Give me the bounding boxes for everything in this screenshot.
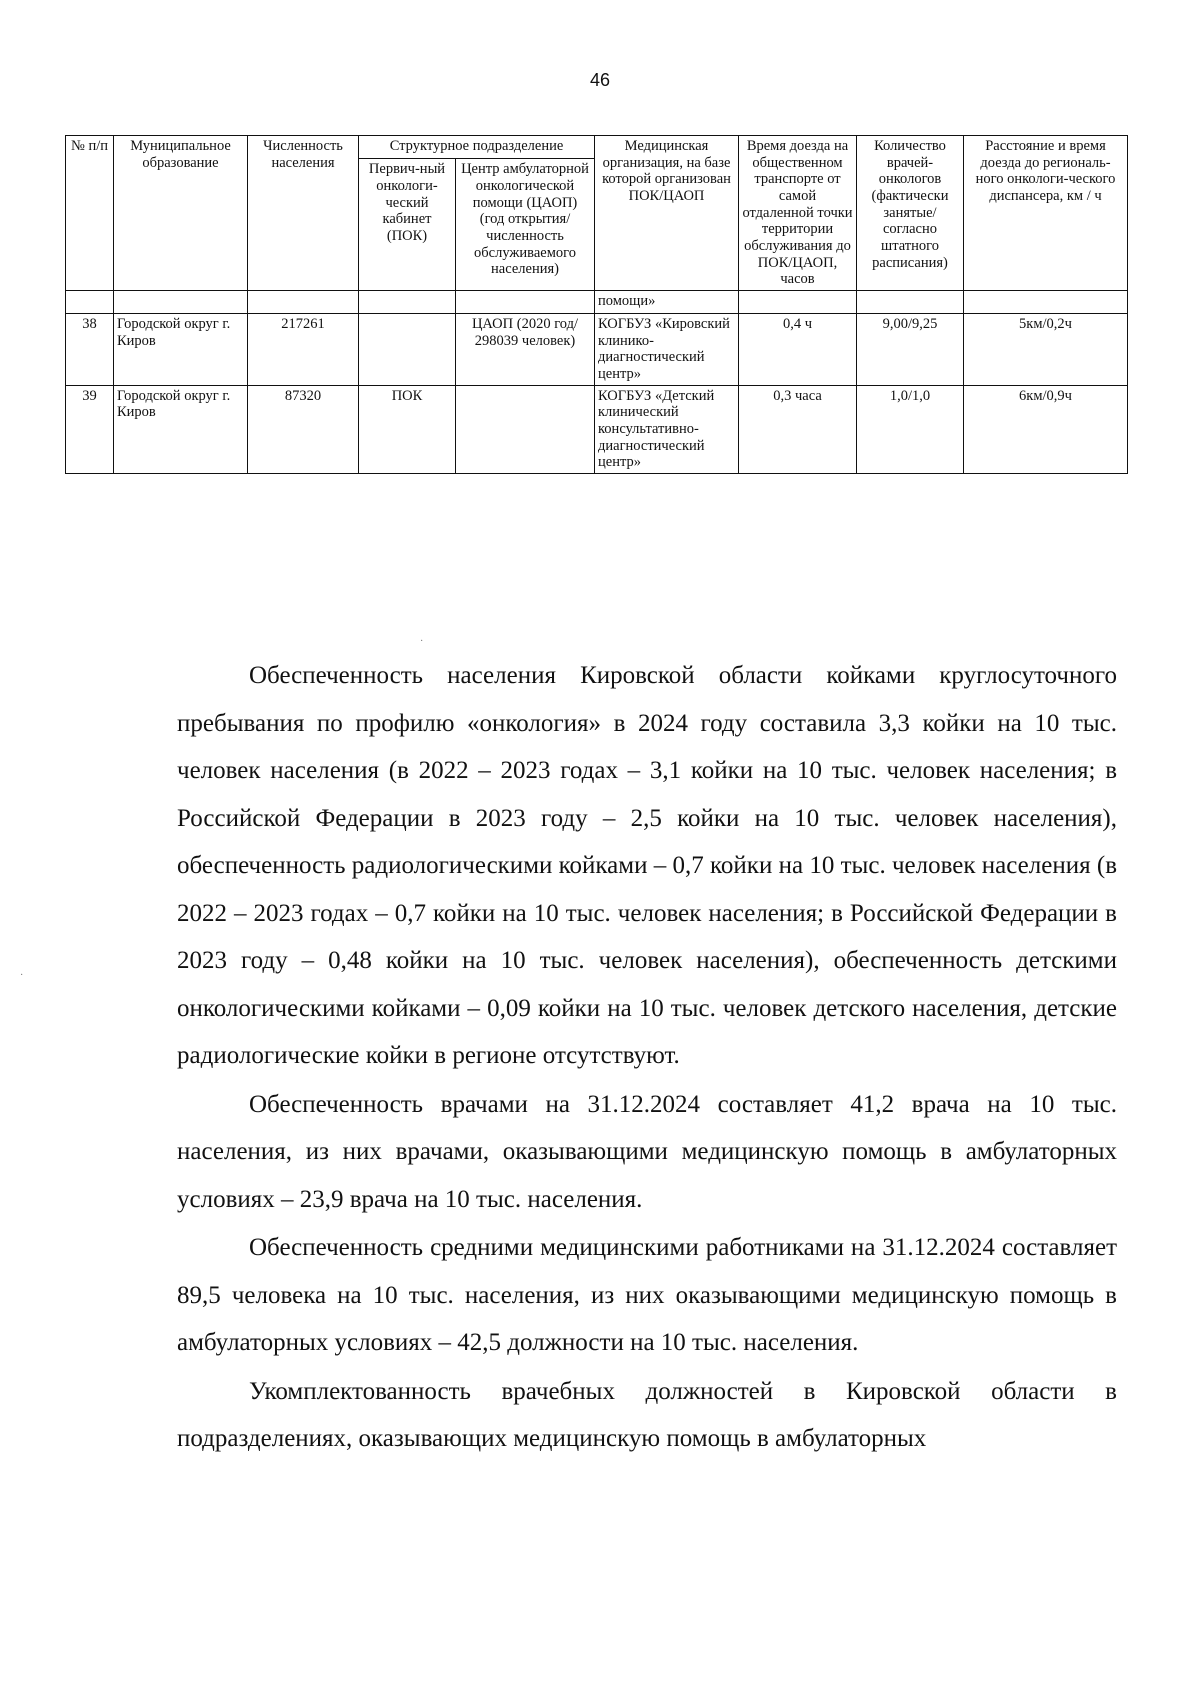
header-medical-organization: Медицинская организация, на базе которой организован ПОК/ЦАОП bbox=[595, 136, 739, 291]
table-row bbox=[66, 385, 1128, 473]
cell-population: 217261 bbox=[248, 314, 359, 386]
header-structural-unit: Структурное подразделение bbox=[359, 136, 595, 159]
scan-speck: · bbox=[20, 970, 24, 981]
header-travel-time: Время доезда на общественном транспорте от самой отдаленной точки территории обслуживания до ПОК/ЦАОП, часов bbox=[739, 136, 857, 291]
header-population: Численность населения bbox=[248, 136, 359, 291]
cell-oncologists-count: 9,00/9,25 bbox=[857, 314, 964, 386]
cell-travel-time: 0,4 ч bbox=[739, 314, 857, 386]
table-header-row bbox=[66, 136, 1128, 159]
table-row bbox=[66, 314, 1128, 386]
cell-num: 38 bbox=[66, 314, 114, 386]
cell-medical-organization: КОГБУЗ «Кировский клинико-диагностический центр» bbox=[595, 314, 739, 386]
header-distance: Расстояние и время доезда до региональ-ного онкологи-ческого диспансера, км / ч bbox=[964, 136, 1128, 291]
cell-population: 87320 bbox=[248, 385, 359, 473]
cell-pok: ПОК bbox=[359, 385, 456, 473]
carry-over-text: помощи» bbox=[595, 291, 739, 314]
cell-travel-time: 0,3 часа bbox=[739, 385, 857, 473]
paragraph-beds: Обеспеченность населения Кировской области койками круглосуточного пребывания по профилю «онкология» в 2024 году составила 3,3 койки на 10 тыс. человек населения (в 2022 – 2023 годах – 3,1 койки на 10 тыс. человек населения; в Российской Федерации в 2023 году – 2,5 койки на 10 тыс. человек населения), обеспеченность радиологическими койками – 0,7 койки на 10 тыс. человек населения (в 2022 – 2023 годах – 0,7 койки на 10 тыс. человек населения; в Российской Федерации в 2023 году – 0,48 койки на 10 тыс. человек населения), обеспеченность детскими онкологическими койками – 0,09 койки на 10 тыс. человек детского населения, детские радиологические койки в регионе отсутствуют. bbox=[177, 662, 1117, 1069]
scan-speck: · bbox=[420, 636, 424, 647]
cell-num: 39 bbox=[66, 385, 114, 473]
cell-medical-organization: КОГБУЗ «Детский клинический консультативно-диагностический центр» bbox=[595, 385, 739, 473]
body-text bbox=[177, 652, 1117, 1464]
cell-municipality: Городской округ г. Киров bbox=[114, 385, 248, 473]
paragraph-doctors: Обеспеченность врачами на 31.12.2024 составляет 41,2 врача на 10 тыс. населения, из них врачами, оказывающими медицинскую помощь в амбулаторных условиях – 23,9 врача на 10 тыс. населения. bbox=[177, 1090, 1117, 1213]
oncology-units-table bbox=[65, 135, 1128, 474]
header-caop: Центр амбулаторной онкологической помощи (ЦАОП) (год открытия/ численность обслуживаемого населения) bbox=[456, 159, 595, 291]
cell-caop bbox=[456, 385, 595, 473]
paragraph-nurses: Обеспеченность средними медицинскими работниками на 31.12.2024 составляет 89,5 человека на 10 тыс. населения, из них оказывающими медицинскую помощь в амбулаторных условиях – 42,5 должности на 10 тыс. населения. bbox=[177, 1234, 1117, 1356]
cell-oncologists-count: 1,0/1,0 bbox=[857, 385, 964, 473]
table-row-continuation bbox=[66, 291, 1128, 314]
cell-distance: 6км/0,9ч bbox=[964, 385, 1128, 473]
header-oncologists-count: Количество врачей-онкологов (фактически занятые/ согласно штатного расписания) bbox=[857, 136, 964, 291]
cell-caop: ЦАОП (2020 год/ 298039 человек) bbox=[456, 314, 595, 386]
cell-distance: 5км/0,2ч bbox=[964, 314, 1128, 386]
cell-pok bbox=[359, 314, 456, 386]
header-num: № п/п bbox=[66, 136, 114, 291]
page-number: 46 bbox=[589, 70, 611, 90]
header-municipality: Муниципальное образование bbox=[114, 136, 248, 291]
paragraph-staffing: Укомплектованность врачебных должностей в Кировской области в подразделениях, оказывающих медицинскую помощь в амбулаторных bbox=[177, 1377, 1117, 1452]
cell-municipality: Городской округ г. Киров bbox=[114, 314, 248, 386]
header-pok: Первич-ный онкологи-ческий кабинет (ПОК) bbox=[359, 159, 456, 291]
